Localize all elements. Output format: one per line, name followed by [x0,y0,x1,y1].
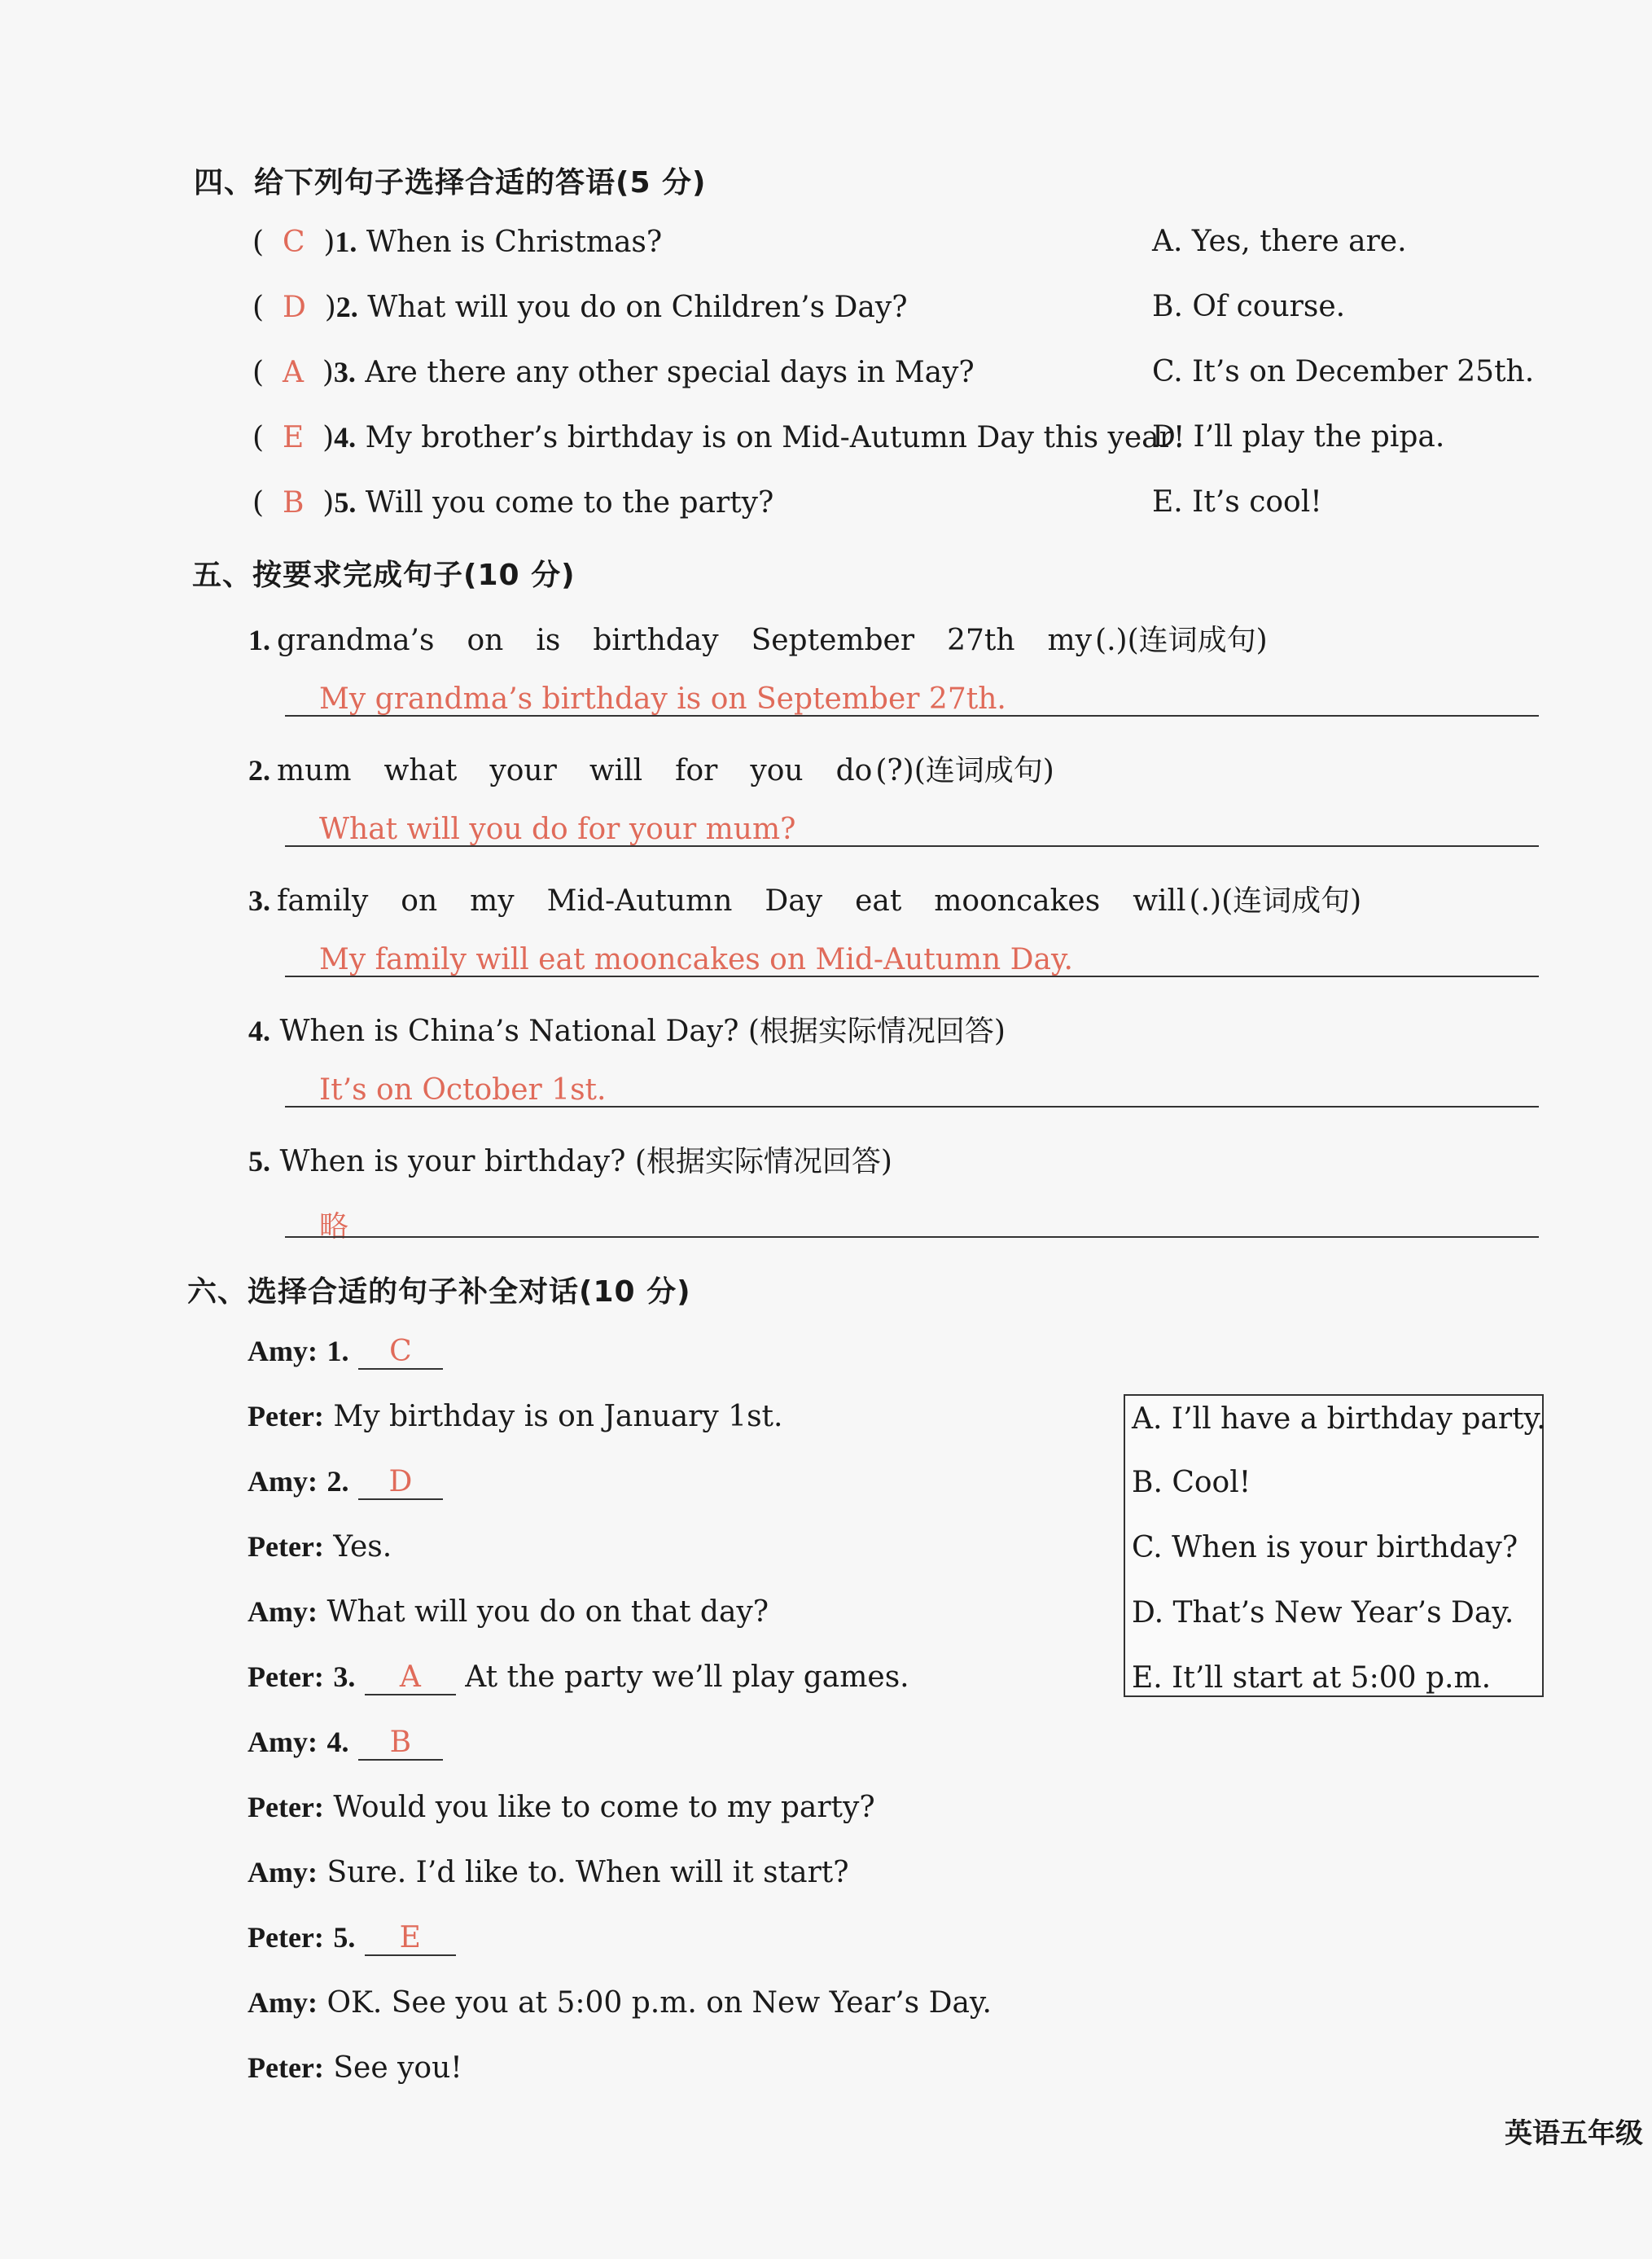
s5-answer-5: 略 [319,1210,349,1244]
s4-question-4: ( E )4. My brother’s birthday is on Mid-Autumn Day this year! [252,421,1185,454]
s4-answer-1: C [282,226,305,259]
box-option-b: B. Cool! [1132,1466,1251,1499]
dialogue-line-5: Amy: What will you do on that day? [248,1595,769,1629]
s4-answer-3: A [282,356,304,389]
s4-option-b: B. Of course. [1152,290,1346,323]
blank-2: D [358,1465,443,1500]
s4-question-5: ( B )5. Will you come to the party? [252,486,774,520]
s5-answer-3: My family will eat mooncakes on Mid-Autumn Day. [319,943,1073,976]
dialogue-line-10: Peter: 5. E [248,1920,456,1956]
section4-title: 四、给下列句子选择合适的答语(5 分) [194,166,707,200]
s4-option-e: E. It’s cool! [1152,485,1322,519]
s4-option-a: A. Yes, there are. [1152,225,1407,258]
s4-answer-5: B [282,486,305,520]
dialogue-line-11: Amy: OK. See you at 5:00 p.m. on New Year’s Day. [248,1986,992,2020]
s5-q3: 3. family on my Mid-Autumn Day eat mooncakes will (.)(连词成句) [248,884,1362,918]
box-option-d: D. That’s New Year’s Day. [1132,1596,1514,1630]
section6-title: 六、选择合适的句子补全对话(10 分) [187,1275,691,1309]
blank-1: C [358,1335,443,1370]
s5-q5: 5. When is your birthday? (根据实际情况回答) [248,1145,892,1178]
s5-q1: 1. grandma’s on is birthday September 27th my (.)(连词成句) [248,624,1268,657]
s4-question-2: ( D )2. What will you do on Children’s Day? [252,291,908,324]
s4-option-d: D. I’ll play the pipa. [1152,420,1445,454]
dialogue-line-7: Amy: 4. B [248,1725,443,1761]
s4-answer-4: E [282,421,305,454]
s4-question-3: ( A )3. Are there any other special days in May? [252,356,975,389]
s4-question-1: ( C )1. When is Christmas? [252,226,663,259]
dialogue-line-9: Amy: Sure. I’d like to. When will it start? [248,1856,849,1889]
s4-option-c: C. It’s on December 25th. [1152,355,1535,388]
dialogue-line-6: Peter: 3. A At the party we’ll play games. [248,1660,909,1694]
s4-answer-2: D [282,291,306,324]
s5-answer-2: What will you do for your mum? [319,813,796,846]
answer-line-1 [285,715,1539,717]
answer-line-4 [285,1106,1539,1108]
s5-answer-1: My grandma’s birthday is on September 27th. [319,682,1006,716]
blank-3: A [365,1660,456,1695]
box-option-e: E. It’ll start at 5:00 p.m. [1132,1661,1492,1695]
s5-answer-4: It’s on October 1st. [319,1073,607,1107]
s5-q4: 4. When is China’s National Day? (根据实际情况回答) [248,1015,1006,1048]
blank-5: E [365,1921,456,1956]
s5-q2: 2. mum what your will for you do (?)(连词成句) [248,754,1054,787]
answer-line-5 [285,1236,1539,1238]
footer-label: 英语五年级 [1505,2117,1643,2150]
blank-4: B [358,1726,443,1761]
dialogue-line-2: Peter: My birthday is on January 1st. [248,1400,783,1433]
box-option-c: C. When is your birthday? [1132,1531,1518,1564]
dialogue-line-8: Peter: Would you like to come to my party? [248,1791,875,1824]
dialogue-line-12: Peter: See you! [248,2051,462,2085]
dialogue-line-1: Amy: 1. C [248,1334,443,1370]
dialogue-line-4: Peter: Yes. [248,1530,392,1564]
section5-title: 五、按要求完成句子(10 分) [192,559,576,592]
box-option-a: A. I’ll have a birthday party. [1132,1402,1546,1436]
answer-line-3 [285,976,1539,977]
dialogue-line-3: Amy: 2. D [248,1464,443,1500]
answer-line-2 [285,845,1539,847]
options-box [1124,1394,1544,1697]
